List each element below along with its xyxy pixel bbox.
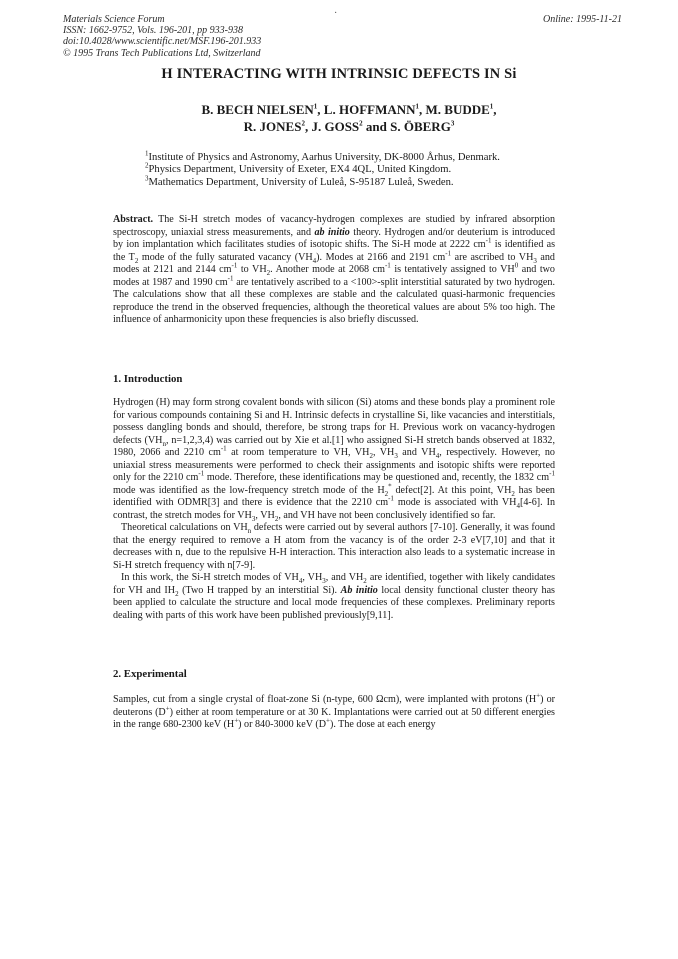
separator: , <box>419 102 426 117</box>
author-name: B. BECH NIELSEN <box>201 102 314 117</box>
separator: , <box>304 119 312 134</box>
issn-line: ISSN: 1662-9752, Vols. 196-201, pp 933-938 <box>63 25 243 37</box>
author-list <box>80 101 618 135</box>
affiliation-2: $^2$Physics Department, University of Exeter, EX4 4QL, United Kingdom. <box>145 161 452 176</box>
experimental-paragraph-1: Samples, cut from a single crystal of float-zone Si (n-type, 600 Ωcm), were implanted with protons (H+) or deuterons (D+) either at room temperature or at 30 K. Implantations were carried out at 50 different energies in the range 680-2300 keV (H+) or 840-3000 keV (D+). The dose at each energy <box>113 691 556 730</box>
section-heading-introduction: 1. Introduction <box>113 373 183 385</box>
affiliations <box>145 149 638 189</box>
scan-speck: · <box>334 8 338 19</box>
abstract-label: Abstract. <box>113 214 154 225</box>
author-name: R. JONES <box>243 119 302 134</box>
author-name: L. HOFFMANN <box>323 102 416 117</box>
journal-name: Materials Science Forum <box>63 14 165 25</box>
author-line-1: B. BECH NIELSEN$^1$, L. HOFFMANN$^1$, M. BUDDE$^1$, <box>201 102 497 117</box>
affiliation-3: $^3$Mathematics Department, University of Luleå, S-95187 Luleå, Sweden. <box>145 174 454 188</box>
abstract-text: Abstract. The Si-H stretch modes of vacancy-hydrogen complexes are studied by infrared absorption spectroscopy, uniaxial stress measurements, and ab initio theory. Hydrogen and/or deuterium is introduced by ion implantation which facilitates studies of isotopic shifts. The Si-H mode at 2222 $cm^{-1}$ is identified as the $T_2$ mode of the fully saturated vacancy $(VH_4)$. Modes at 2166 and 2191 $cm^{-1}$ are ascribed to $VH_3$ and modes at 2121 and 2144 $cm^{-1}$ to $VH_2$. Another mode at 2068 $cm^{-1}$ is tentatively assigned to $VH^0$ and two modes at 1987 and 1990 $cm^{-1}$ are tentatively ascribed to a <100>-split interstitial saturated by two hydrogen. The calculations show that all these complexes are stable and the calculated quasi-harmonic frequencies reproduce the trend in the observed frequencies, although the theoretical values are about 5% too high. The influence of anharmonicity upon these frequencies is also briefly discussed. <box>113 214 556 325</box>
author-name: S. ÖBERG <box>390 119 451 134</box>
introduction-body <box>113 397 555 622</box>
doi-link[interactable]: doi:10.4028/www.scientific.net/MSF.196-201.933 <box>63 36 262 48</box>
affil-marker: 3 <box>450 119 455 128</box>
online-date: Online: 1995-11-21 <box>543 14 622 25</box>
and-word: and <box>365 119 387 134</box>
author-name: M. BUDDE <box>425 102 490 117</box>
copyright-line: © 1995 Trans Tech Publications Ltd, Switzerland <box>63 47 261 59</box>
experimental-body <box>113 691 556 732</box>
separator: , <box>317 102 324 117</box>
affil-marker: 1 <box>489 102 494 111</box>
intro-paragraph-1: Hydrogen (H) may form strong covalent bonds with silicon (Si) atoms and these bonds play a prominent role for various compounds containing Si and H. Intrinsic defects in crystalline Si, like vacancies and interstitials, possess dangling bonds and should, therefore, be strong traps for H. Previous work on vacancy-hydrogen defects ($VH_n$, n=1,2,3,4) was carried out by Xie et al.[1] who assigned Si-H stretch bands observed at 1832, 1980, 2066 and 2210 $cm^{-1}$ at room temperature to VH, $VH_2$, $VH_3$ and $VH_4$, respectively. However, no uniaxial stress measurements were performed to check their assignments and isotopic shifts were reported only for the 2210 $cm^{-1}$ mode. Therefore, these identifications may be questioned and, recently, the 1832 $cm^{-1}$ mode was identified as the low-frequency stretch mode of the $H_2^*$ defect[2]. At this point, $VH_2$ has been identified with ODMR[3] and there is evidence that the 2210 $cm^{-1}$ mode is associated with $VH_4[4-6]$. In contrast, the stretch modes for $VH_3$, $VH_2$, and VH have not been conclusively identified so far. <box>113 397 556 523</box>
affil-marker: 1 <box>313 102 318 111</box>
intro-paragraph-3: In this work, the Si-H stretch modes of $VH_4$, $VH_3$, and $VH_2$ are identified, together with likely candidates for VH and $IH_2$ (Two H trapped by an interstitial Si). Ab initio local density functional cluster theory has been applied to calculate the structure and local mode frequencies of these complexes. Preliminary reports dealing with parts of this work have been published previously[9,11]. <box>113 572 555 621</box>
abstract <box>113 214 555 327</box>
author-line-2 <box>80 118 618 135</box>
affil-marker: 2 <box>301 119 305 128</box>
paper-title: H INTERACTING WITH INTRINSIC DEFECTS IN Si <box>161 66 517 82</box>
affiliation-1: $^1$Institute of Physics and Astronomy, Aarhus University, DK-8000 Århus, Denmark. <box>145 149 500 163</box>
author-name: J. GOSS <box>311 119 360 134</box>
section-heading-experimental: 2. Experimental <box>113 668 187 680</box>
affil-marker: 2 <box>359 119 363 128</box>
journal-header <box>63 14 622 59</box>
affil-marker: 1 <box>415 102 420 111</box>
intro-paragraph-2: Theoretical calculations on $VH_n$ defects were carried out by several authors [7-10]. Generally, it was found that the energy required to remove a H atom from the vacancy is of the order 2-3 eV[7,10] and that it decreases with n, due to the repulsive H-H interaction. This interaction also leads to a systematic increase in Si-H stretch frequency with n[7-9]. <box>113 522 555 571</box>
